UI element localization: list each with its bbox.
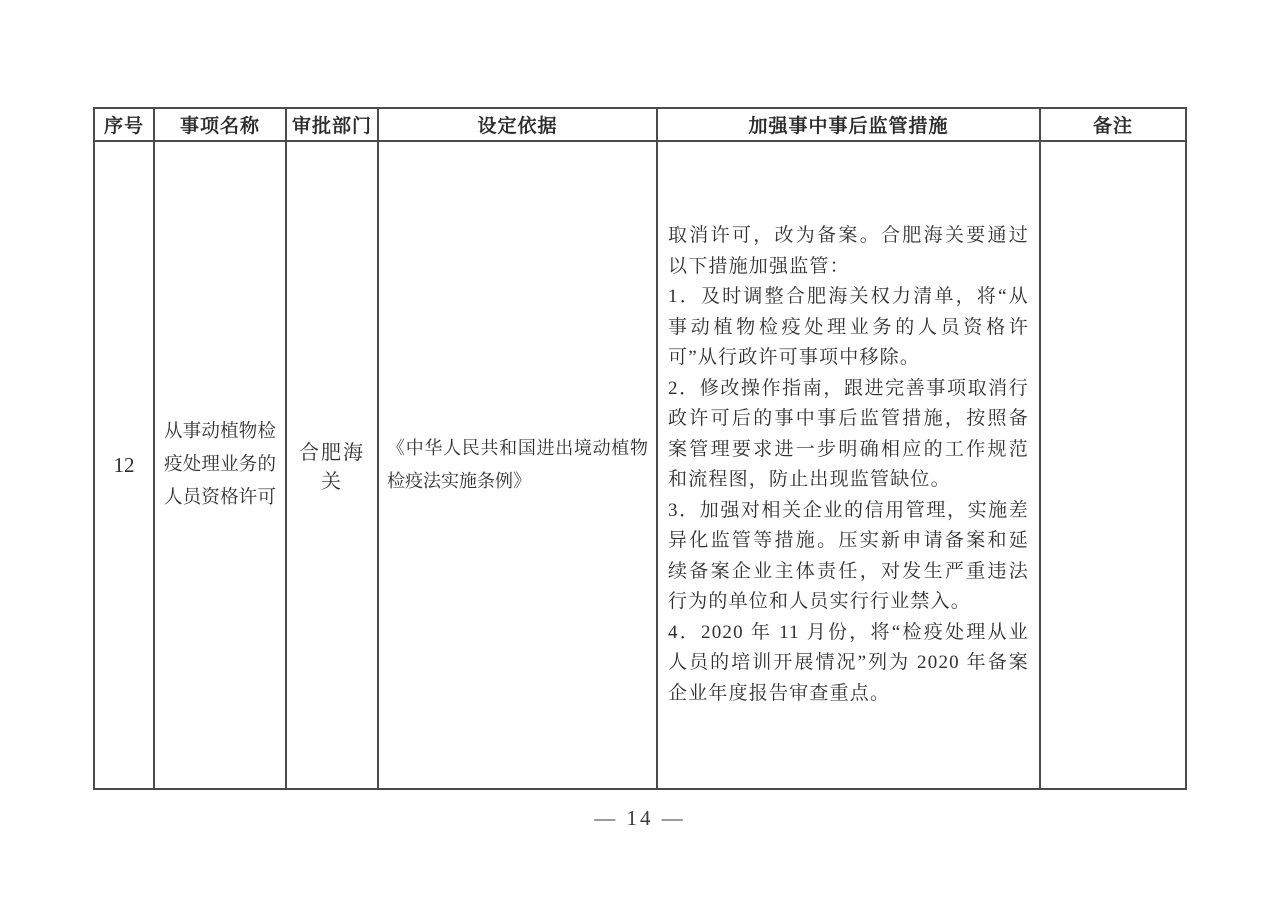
measures-paragraph-intro: 取消许可，改为备案。合肥海关要通过以下措施加强监管： [668,225,1029,277]
cell-measures [657,141,1040,789]
item-name-line: 人员资格许可 [164,487,276,508]
measures-paragraph-1: 1．及时调整合肥海关权力清单，将“从事动植物检疫处理业务的人员资格许可”从行政许可事项中移除。 [668,286,1029,368]
page-number: — 14 — [594,806,686,830]
col-header-item-name: 事项名称 [154,108,286,141]
approval-table [93,107,1187,790]
measures-paragraph-2: 2．修改操作指南，跟进完善事项取消行政许可后的事中事后监管措施，按照备案管理要求进一步明确相应的工作规范和流程图，防止出现监管缺位。 [668,377,1029,490]
department-text: 合肥海关 [299,442,365,493]
col-header-serial: 序号 [94,108,154,141]
basis-line: 《中华人民共和国进出境动植物 [387,438,648,458]
cell-department [286,141,378,789]
table-header-row [94,108,1186,141]
col-header-remark: 备注 [1040,108,1186,141]
serial-number-text: 12 [113,452,135,477]
col-header-basis: 设定依据 [378,108,657,141]
measures-paragraph-3: 3．加强对相关企业的信用管理，实施差异化监管等措施。压实新申请备案和延续备案企业主体责任，对发生严重违法行为的单位和人员实行行业禁入。 [668,499,1029,612]
cell-basis [378,141,657,789]
basis-line: 检疫法实施条例》 [387,471,531,491]
cell-item-name [154,141,286,789]
cell-remark [1040,141,1186,789]
cell-serial-number [94,141,154,789]
col-header-department: 审批部门 [286,108,378,141]
measures-paragraph-4: 4．2020 年 11 月份，将“检疫处理从业人员的培训开展情况”列为 2020 年备案企业年度报告审查重点。 [668,621,1029,704]
item-name-line: 从事动植物检 [164,421,276,442]
item-name-line: 疫处理业务的 [164,454,276,475]
table-row [94,141,1186,789]
col-header-measures: 加强事中事后监管措施 [657,108,1040,141]
